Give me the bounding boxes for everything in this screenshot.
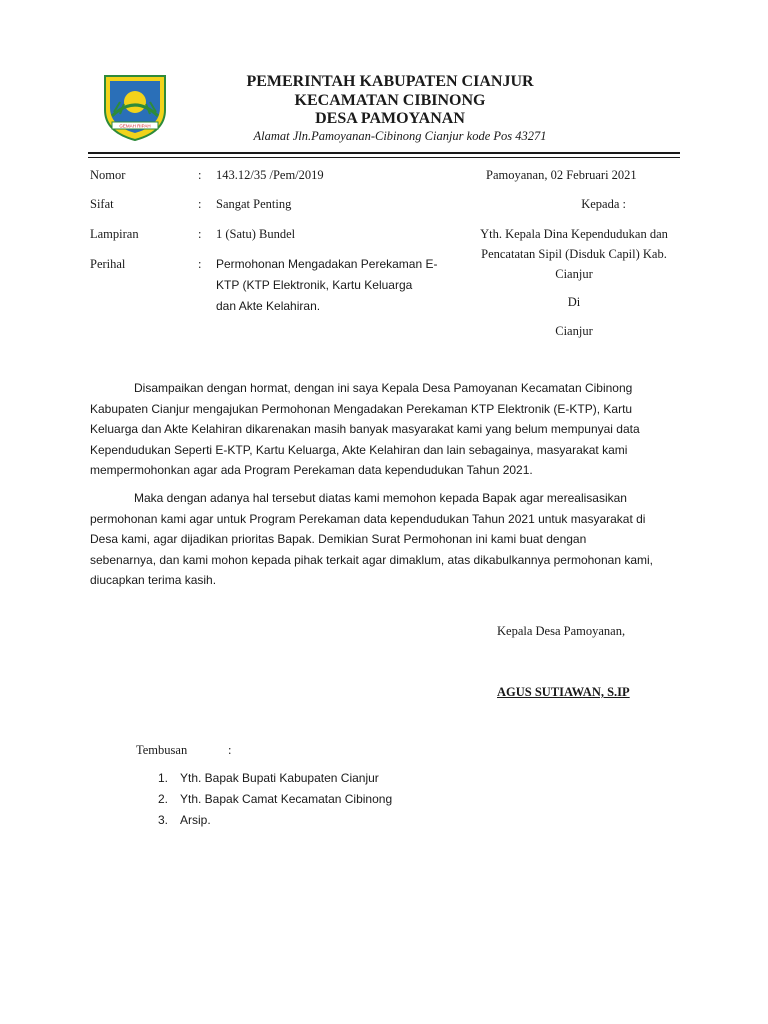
recipient-line-1: Yth. Kepala Dina Kependudukan dan (480, 227, 668, 241)
body-line: mempermohonkan agar ada Program Perekaman data kependudukan Tahun 2021. (90, 463, 533, 477)
sifat-colon: : (198, 197, 202, 211)
logo-motto: GEMAH RIPAH (119, 123, 151, 129)
perihal-line: KTP (KTP Elektronik, Kartu Keluarga (216, 278, 413, 292)
sifat-value: Sangat Penting (216, 197, 292, 211)
lampiran-label: Lampiran (90, 227, 139, 241)
header-district: KECAMATAN CIBINONG (294, 92, 486, 109)
perihal-value (216, 254, 437, 317)
nomor-colon: : (198, 168, 202, 182)
tembusan-label: Tembusan (136, 743, 188, 757)
recipient-line-3: Cianjur (555, 267, 593, 281)
body-paragraph-2 (90, 488, 653, 591)
list-item: 2. Yth. Bapak Camat Kecamatan Cibinong (158, 792, 393, 806)
sifat-label: Sifat (90, 197, 114, 211)
signature-name: AGUS SUTIAWAN, S.IP (497, 685, 630, 699)
body-paragraph-1 (90, 378, 640, 481)
lampiran-colon: : (198, 227, 202, 241)
perihal-colon: : (198, 257, 202, 271)
place-date: Pamoyanan, 02 Februari 2021 (486, 168, 637, 182)
nomor-label: Nomor (90, 168, 126, 182)
header-village: DESA PAMOYANAN (315, 110, 465, 127)
body-line: Keluarga dan Akte Kelahiran dikarenakan masih banyak masyarakat kami yang belum mempunyai data (90, 422, 640, 436)
body-line: Desa kami, agar dijadikan prioritas Bapak. Demikian Surat Permohonan ini kami buat dengan (90, 532, 587, 546)
perihal-label: Perihal (90, 257, 126, 271)
recipient-di: Di (567, 295, 581, 309)
body-line: Maka dengan adanya hal tersebut diatas kami memohon kepada Bapak agar merealisasikan (134, 491, 627, 505)
kepada-label: Kepada : (581, 197, 626, 211)
header-rule-thin (88, 157, 680, 158)
tembusan-colon: : (228, 743, 232, 757)
body-line: sebenarnya, dan kami mohon kepada pihak terkait agar dimaklum, atas dikabulkannya permohonan kami, (90, 552, 653, 567)
list-item: 1. Yth. Bapak Bupati Kabupaten Cianjur (158, 771, 379, 785)
header-address: Alamat Jln.Pamoyanan-Cibinong Cianjur kode Pos 43271 (253, 129, 547, 143)
body-line: Disampaikan dengan hormat, dengan ini saya Kepala Desa Pamoyanan Kecamatan Cibinong (134, 381, 633, 395)
body-line: Kependudukan Seperti E-KTP, Kartu Keluarga, Akte Kelahiran dan lain sebagainya, masyarakat kami (90, 442, 628, 457)
list-item: 3. Arsip. (158, 813, 211, 827)
lampiran-value: 1 (Satu) Bundel (216, 227, 296, 241)
perihal-line: dan Akte Kelahiran. (216, 299, 321, 313)
body-line: diucapkan terima kasih. (90, 573, 217, 587)
signature-title: Kepala Desa Pamoyanan, (497, 624, 626, 638)
recipient-line-2: Pencatatan Sipil (Disduk Capil) Kab. (481, 247, 667, 261)
header-rule-thick (88, 152, 680, 154)
header-regency: PEMERINTAH KABUPATEN CIANJUR (246, 73, 534, 90)
recipient-city: Cianjur (555, 324, 593, 338)
tembusan-list (158, 768, 392, 831)
nomor-value: 143.12/35 /Pem/2019 (216, 168, 324, 182)
perihal-line: Permohonan Mengadakan Perekaman E- (216, 257, 438, 271)
body-line: permohonan kami agar untuk Program Perekaman data kependudukan Tahun 2021 untuk masyarakat di (90, 511, 646, 526)
body-line: Kabupaten Cianjur mengajukan Permohonan Mengadakan Perekaman KTP Elektronik (E-KTP), Kartu (90, 401, 633, 416)
